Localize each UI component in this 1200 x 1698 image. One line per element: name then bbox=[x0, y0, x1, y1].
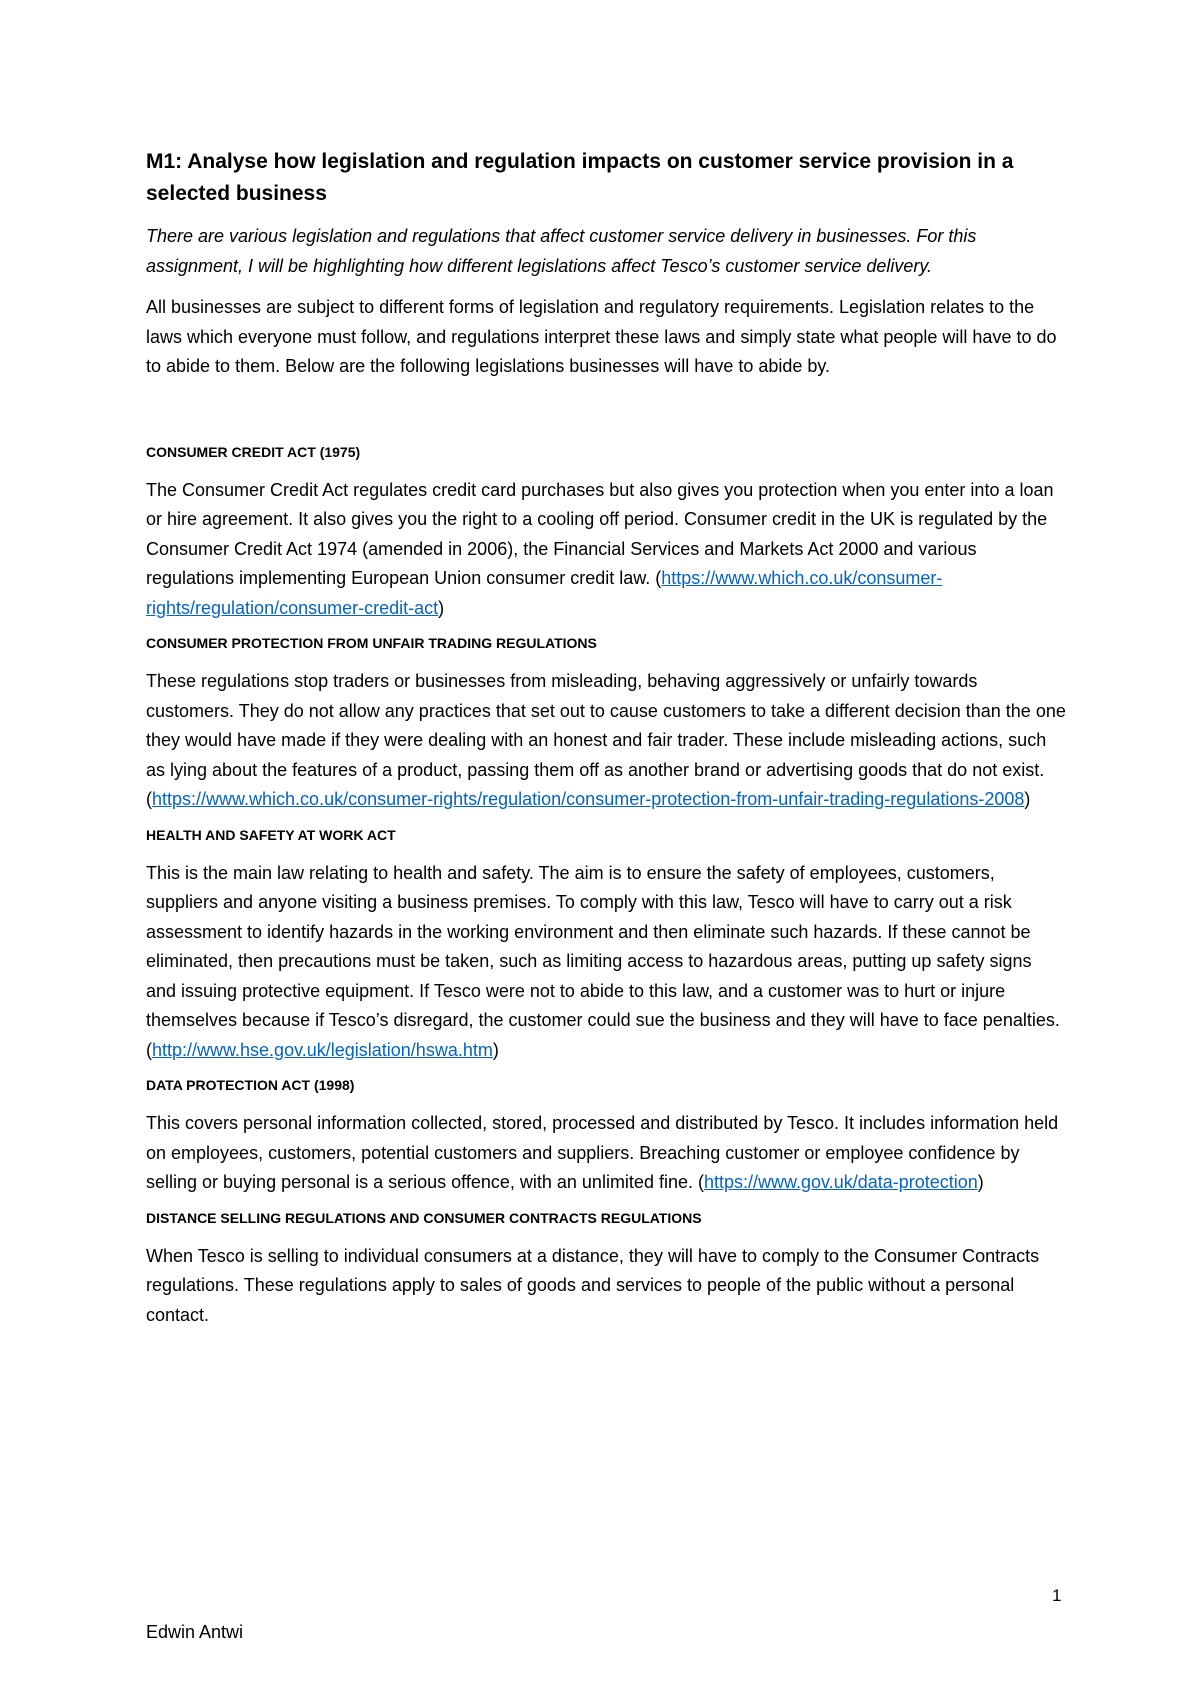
section-consumer-credit-act bbox=[146, 442, 1066, 624]
section-body bbox=[146, 1109, 1066, 1198]
section-data-protection bbox=[146, 1075, 1066, 1198]
section-body bbox=[146, 1242, 1066, 1331]
section-body bbox=[146, 476, 1066, 624]
section-text: This is the main law relating to health and safety. The aim is to ensure the safety of employees, customers, suppliers and anyone visiting a business premises. To comply with this law, Tesco will have to carry out a risk assessment to identify hazards in the working environment and then eliminate such hazards. If these cannot be eliminated, then precautions must be taken, such as limiting access to hazardous areas, putting up safety signs and issuing protective equipment. If Tesco were not to abide to this law, and a customer was to hurt or injure themselves because if Tesco’s disregard, the customer could sue the business and they will have to face penalties. ( bbox=[146, 862, 1060, 1060]
source-link[interactable]: https://www.which.co.uk/consumer-rights/regulation/consumer-credit-act bbox=[146, 568, 943, 618]
section-text-after: ) bbox=[438, 597, 445, 618]
footer-author: Edwin Antwi bbox=[146, 1622, 244, 1642]
document-title: M1: Analyse how legislation and regulation impacts on customer service provision in a selected business bbox=[146, 150, 1014, 205]
section-text-after: ) bbox=[492, 1039, 499, 1060]
overview-paragraph: All businesses are subject to different forms of legislation and regulatory requirements. Legislation relates to the laws which everyone must follow, and regulations interpret these laws and simply state what people will have to do to abide to them. Below are the following legislations businesses will have to abide by. bbox=[146, 297, 1057, 376]
section-text-after: ) bbox=[1024, 789, 1031, 809]
section-consumer-protection bbox=[146, 633, 1066, 815]
section-heading: CONSUMER PROTECTION FROM UNFAIR TRADING REGULATIONS bbox=[146, 635, 597, 651]
spacer bbox=[146, 392, 1066, 442]
section-heading: CONSUMER CREDIT ACT (1975) bbox=[146, 443, 361, 460]
source-link[interactable]: https://www.which.co.uk/consumer-rights/regulation/consumer-protection-from-unfair-trading-regulations-2008 bbox=[152, 789, 1025, 809]
section-health-and-safety bbox=[146, 825, 1066, 1066]
document-body bbox=[146, 146, 1066, 1340]
page-number: 1 bbox=[1052, 1586, 1062, 1605]
section-body bbox=[146, 859, 1066, 1066]
section-heading: DATA PROTECTION ACT (1998) bbox=[146, 1077, 355, 1093]
section-heading: DISTANCE SELLING REGULATIONS AND CONSUMER CONTRACTS REGULATIONS bbox=[146, 1209, 702, 1226]
section-text: These regulations stop traders or businesses from misleading, behaving aggressively or unfairly towards customers. They do not allow any practices that set out to cause customers to take a different decision than the one they would have made if they were dealing with an honest and fair trader. These include misleading actions, such as lying about the features of a product, passing them off as another brand or advertising goods that do not exist. ( bbox=[146, 671, 1066, 809]
section-text: When Tesco is selling to individual consumers at a distance, they will have to comply to the Consumer Contracts regulations. These regulations apply to sales of goods and services to people of the public without a personal contact. bbox=[146, 1245, 1040, 1325]
section-heading: HEALTH AND SAFETY AT WORK ACT bbox=[146, 826, 396, 843]
section-text: The Consumer Credit Act regulates credit card purchases but also gives you protection when you enter into a loan or hire agreement. It also gives you the right to a cooling off period. Consumer credit in the UK is regulated by the Consumer Credit Act 1974 (amended in 2006), the Financial Services and Markets Act 2000 and various regulations implementing European Union consumer credit law. ( bbox=[146, 479, 1054, 588]
section-text: This covers personal information collected, stored, processed and distributed by Tesco. It includes information held on employees, customers, potential customers and suppliers. Breaching customer or employee confidence by selling or buying personal is a serious offence, with an unlimited fine. ( bbox=[146, 1113, 1059, 1192]
source-link[interactable]: http://www.hse.gov.uk/legislation/hswa.htm bbox=[152, 1039, 493, 1060]
intro-paragraph: There are various legislation and regulations that affect customer service delivery in businesses. For this assignment, I will be highlighting how different legislations affect Tesco’s customer service delivery. bbox=[146, 226, 977, 276]
section-distance-selling bbox=[146, 1208, 1066, 1331]
source-link[interactable]: https://www.gov.uk/data-protection bbox=[703, 1172, 978, 1192]
section-body bbox=[146, 667, 1066, 815]
section-text-after: ) bbox=[977, 1172, 984, 1192]
